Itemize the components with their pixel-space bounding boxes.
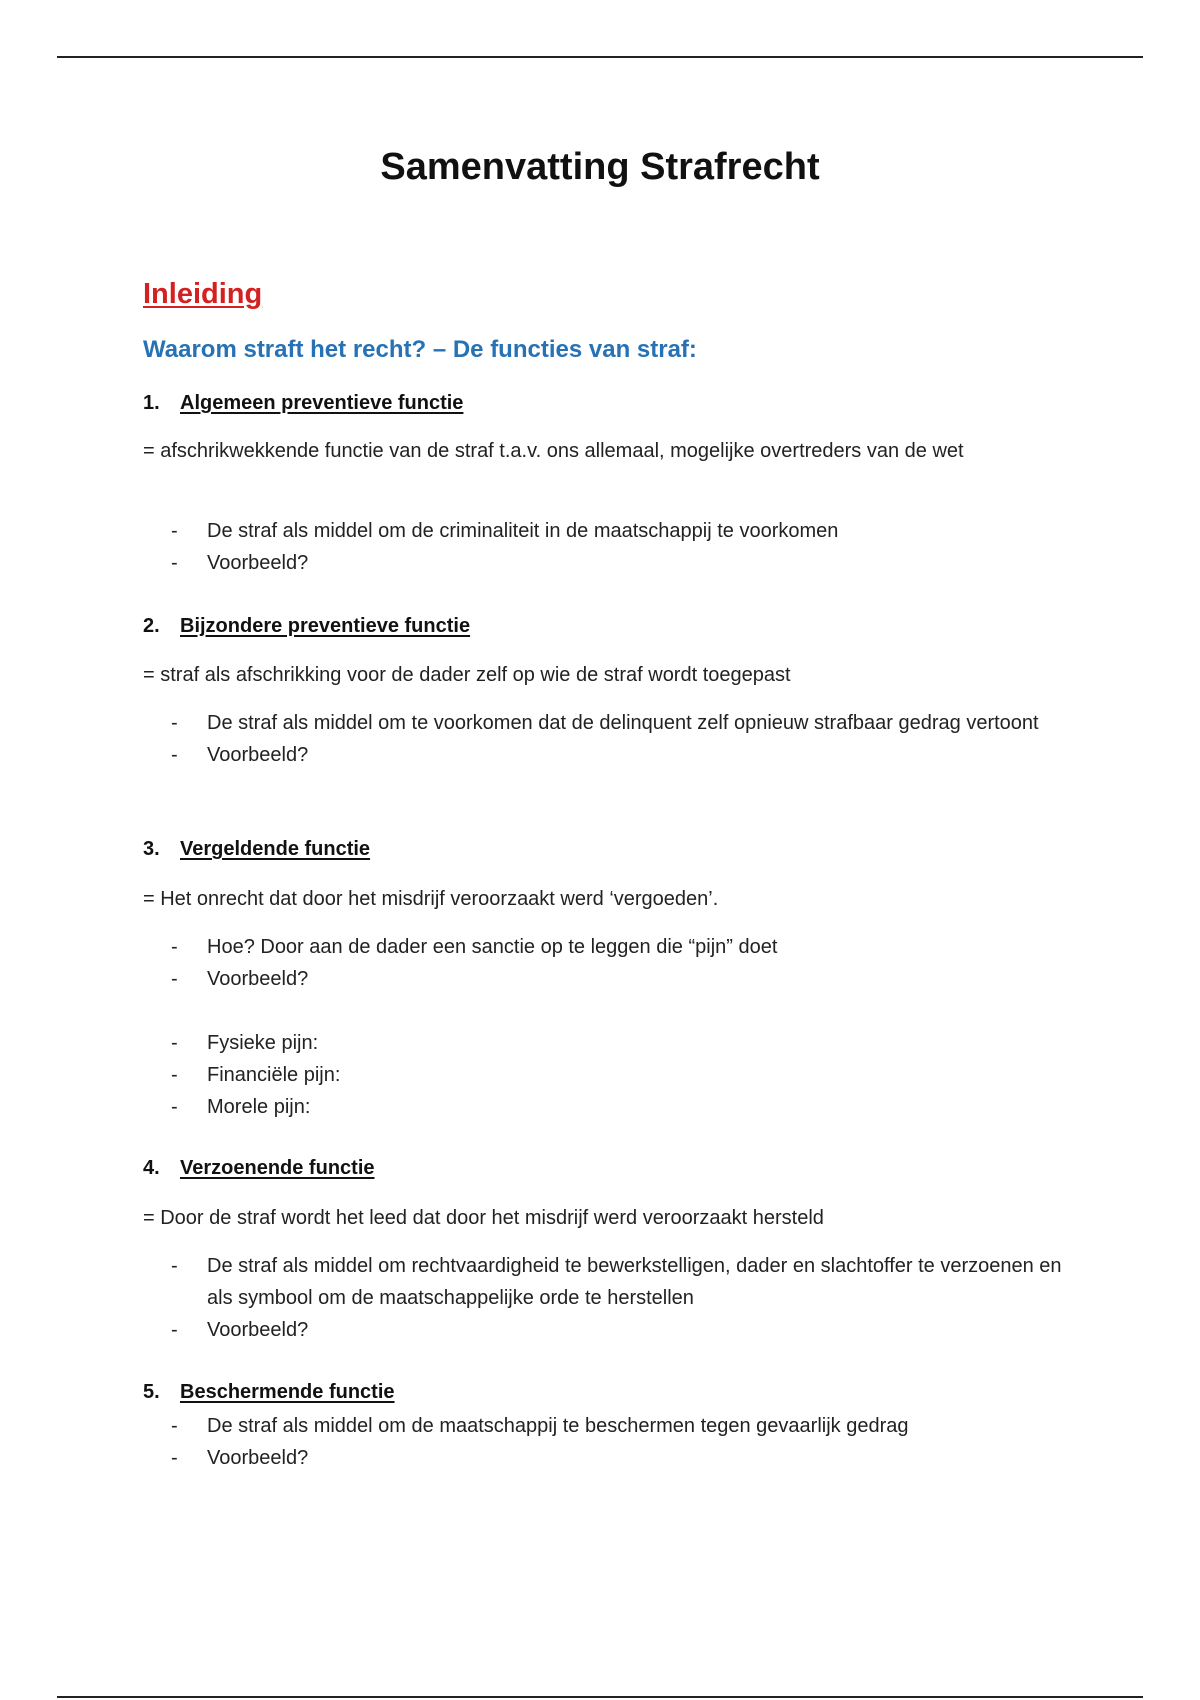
dash-bullet: - [171, 1319, 178, 1341]
bullet-text: De straf als middel om rechtvaardigheid te bewerkstelligen, dader en slachtoffer te verzoenen en als symbool om de maatschappelijke orde te herstellen [207, 1255, 1062, 1309]
function-bullets-1 [143, 515, 1063, 579]
bullet-item [143, 1091, 1063, 1123]
dash-bullet: - [171, 712, 178, 734]
bullet-text: Voorbeeld? [207, 744, 309, 766]
header-rule [57, 56, 1143, 58]
function-number: 4. [143, 1157, 160, 1179]
bullet-text: Voorbeeld? [207, 1447, 309, 1469]
footer-rule [57, 1696, 1143, 1698]
dash-bullet: - [171, 1096, 178, 1118]
bullet-text: Voorbeeld? [207, 552, 309, 574]
dash-bullet: - [171, 936, 178, 958]
bullet-item [143, 1410, 1063, 1442]
bullet-text: De straf als middel om de maatschappij te beschermen tegen gevaarlijk gedrag [207, 1415, 909, 1437]
bullet-item [143, 547, 1063, 579]
function-label: Bijzondere preventieve functie [180, 615, 471, 637]
bullet-text: Morele pijn: [207, 1096, 311, 1118]
function-label: Vergeldende functie [180, 838, 371, 860]
function-heading-4 [143, 1157, 375, 1180]
function-bullets-3-extra [143, 1027, 1063, 1123]
function-heading-3 [143, 838, 370, 861]
function-heading-5 [143, 1381, 395, 1404]
bullet-item [143, 931, 1063, 963]
dash-bullet: - [171, 968, 178, 990]
bullet-text: De straf als middel om te voorkomen dat de delinquent zelf opnieuw strafbaar gedrag vertoont [207, 712, 1039, 734]
function-label: Algemeen preventieve functie [180, 392, 464, 414]
dash-bullet: - [171, 744, 178, 766]
function-label: Beschermende functie [180, 1381, 395, 1403]
document-title: Samenvatting Strafrecht [380, 146, 820, 188]
bullet-item [143, 1314, 1063, 1346]
dash-bullet: - [171, 1415, 178, 1437]
subsection-heading-functies: Waarom straft het recht? – De functies van straf: [143, 336, 697, 363]
dash-bullet: - [171, 1064, 178, 1086]
function-label: Verzoenende functie [180, 1157, 375, 1179]
bullet-text: Voorbeeld? [207, 1319, 309, 1341]
function-heading-2 [143, 615, 470, 638]
function-number: 5. [143, 1381, 160, 1403]
function-bullets-5 [143, 1410, 1063, 1474]
dash-bullet: - [171, 1255, 178, 1277]
bullet-text: De straf als middel om de criminaliteit in de maatschappij te voorkomen [207, 520, 839, 542]
bullet-text: Hoe? Door aan de dader een sanctie op te leggen die “pijn” doet [207, 936, 778, 958]
function-definition-2: = straf als afschrikking voor de dader zelf op wie de straf wordt toegepast [143, 664, 791, 686]
function-bullets-3 [143, 931, 1063, 995]
dash-bullet: - [171, 1032, 178, 1054]
bullet-item [143, 963, 1063, 995]
bullet-text: Financiële pijn: [207, 1064, 341, 1086]
function-number: 2. [143, 615, 160, 637]
bullet-text: Voorbeeld? [207, 968, 309, 990]
bullet-item [143, 515, 1063, 547]
function-bullets-2 [143, 707, 1063, 771]
bullet-text: Fysieke pijn: [207, 1032, 319, 1054]
function-bullets-4 [143, 1250, 1063, 1346]
function-definition-4: = Door de straf wordt het leed dat door het misdrijf werd veroorzaakt hersteld [143, 1207, 824, 1229]
bullet-item [143, 739, 1063, 771]
function-number: 3. [143, 838, 160, 860]
dash-bullet: - [171, 552, 178, 574]
bullet-item [143, 1442, 1063, 1474]
function-definition-1: = afschrikwekkende functie van de straf t.a.v. ons allemaal, mogelijke overtreders van de wet [143, 440, 964, 462]
function-number: 1. [143, 392, 160, 414]
bullet-item [143, 1250, 1063, 1314]
bullet-item [143, 707, 1063, 739]
dash-bullet: - [171, 520, 178, 542]
dash-bullet: - [171, 1447, 178, 1469]
bullet-item [143, 1027, 1063, 1059]
bullet-item [143, 1059, 1063, 1091]
function-heading-1 [143, 392, 463, 415]
section-heading-inleiding: Inleiding [143, 278, 263, 310]
function-definition-3: = Het onrecht dat door het misdrijf veroorzaakt werd ‘vergoeden’. [143, 888, 719, 910]
